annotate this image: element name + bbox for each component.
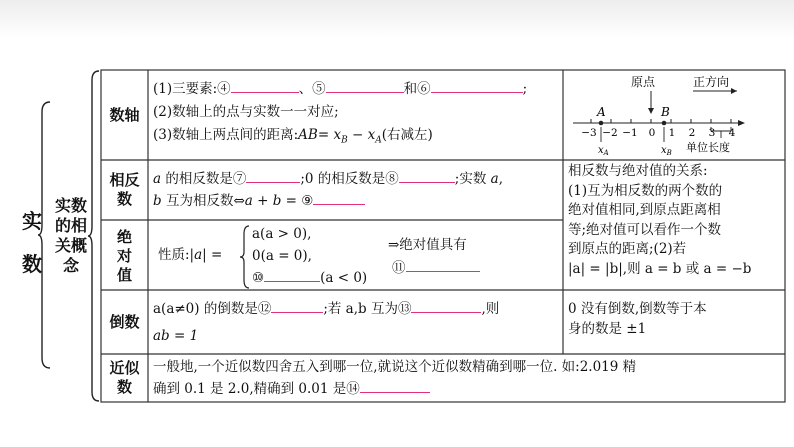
blank-9[interactable] [313, 190, 365, 205]
op-l2-c: a [244, 193, 253, 209]
blank-5[interactable] [326, 78, 404, 93]
blank-12[interactable] [271, 298, 323, 313]
op-l1-f: , [498, 171, 503, 187]
tick-label-3: 3 [708, 127, 716, 139]
side-note-line-1: 相反数与绝对值的关系: [568, 163, 708, 179]
op-l1-c: ;0 的相反数是⑧ [300, 171, 399, 187]
approx-l2-text: 确到 0.1 是 2.0,精确到 0.01 是⑭ [153, 381, 360, 397]
nl-l1-b: 、⑤ [298, 81, 326, 97]
side-note-line-3: 绝对值相同,到原点距离相 [568, 202, 721, 218]
number-line-diagram [565, 72, 783, 158]
abs-label-2: 对 [116, 247, 132, 265]
op-l1-e: a [490, 171, 499, 187]
tick-label-2: 2 [688, 127, 696, 139]
label-shi: 实 [22, 209, 42, 233]
nl-l3-c-sub: B [341, 135, 348, 146]
tick-labels [581, 127, 735, 139]
abs-case-2: 0(a = 0), [252, 248, 312, 264]
nl-l3-a: (3)数轴上两点间的距离: [153, 127, 299, 143]
row-label-opposite [101, 171, 148, 209]
op-l2-a: b [153, 193, 162, 209]
tick-label-1: 1 [668, 127, 676, 139]
unit-length-label: 单位长度 [686, 141, 730, 154]
abs-prop-var: a [194, 247, 203, 263]
row-label-numberline: 数轴 [109, 106, 140, 124]
approx-label-1: 近似 [109, 359, 140, 377]
nl-l3-e: (右减左) [381, 127, 433, 143]
opposite-label-2: 数 [116, 190, 132, 208]
positive-direction-label: 正方向 [693, 75, 730, 89]
tick-label-4: 4 [728, 127, 736, 139]
tick-label-m3: −3 [581, 127, 597, 139]
blank-6[interactable] [431, 78, 523, 93]
point-b [662, 121, 667, 126]
op-l1-a: a [153, 171, 162, 187]
label-mid-1: 实数 [54, 196, 87, 215]
op-l1-b: 的相反数是⑦ [161, 171, 247, 187]
numberline-line2: (2)数轴上的点与实数一一对应; [153, 104, 339, 120]
tick-label-0: 0 [648, 127, 656, 139]
label-mid-4: 念 [62, 256, 79, 275]
nl-l1-d: ; [522, 81, 528, 97]
opposite-line2 [153, 190, 365, 212]
op-l2-b: 互为相反数⇔ [161, 193, 245, 209]
abs-case-1: a(a > 0), [252, 226, 312, 242]
nl-l3-d-sub: A [375, 135, 382, 146]
abs-label-3: 值 [116, 266, 132, 284]
numberline-line1 [153, 78, 527, 100]
row-label-reciprocal: 倒数 [109, 313, 140, 331]
positive-direction-arrowhead [731, 88, 737, 94]
label-mid-2: 的相 [54, 216, 87, 235]
side-note-line-6: |a| = |b|,则 a = b 或 a = −b [568, 260, 752, 277]
nl-l1-c: 和⑥ [403, 81, 431, 97]
nl-l3-c: = x [317, 127, 342, 143]
reciprocal-line1 [153, 298, 499, 320]
tick-label-m2: −2 [602, 127, 618, 139]
abs-prop-end: | = [202, 247, 223, 263]
blank-14[interactable] [360, 378, 430, 393]
row-label-absolute [101, 228, 148, 285]
abs-arrow-text: ⇒绝对值具有 [388, 237, 467, 253]
label-mid-3: 关概 [54, 236, 87, 255]
side-note-line-5: 到原点的距离;(2)若 [568, 241, 687, 257]
xb-label: $x_B$ [661, 145, 672, 157]
op-l2-e: b [272, 193, 282, 209]
side-note-line-2: (1)互为相反数的两个数的 [568, 182, 723, 199]
op-l2-d: + [252, 193, 273, 209]
opposite-label-1: 相反 [109, 171, 140, 189]
blank-10[interactable] [264, 267, 320, 282]
approx-line1: 一般地,一个近似数四舍五入到哪一位,就说这个近似数精确到哪一位. 如:2.019 精 [153, 359, 637, 375]
row-label-approx [101, 359, 148, 397]
abs-property [158, 244, 222, 266]
blank-8[interactable] [399, 168, 455, 183]
op-l2-f: = ⑨ [281, 193, 314, 209]
nl-l3-d: − x [347, 127, 376, 143]
nl-l1-a: (1)三要素:④ [153, 81, 231, 97]
side-note-rc-1: 0 没有倒数,倒数等于本 [568, 301, 707, 317]
abs-item-11 [392, 257, 480, 279]
abs-label-1: 绝 [116, 228, 132, 246]
numberline-line3 [153, 124, 433, 152]
abs-prop-a: 性质:| [158, 247, 195, 263]
opposite-line1 [153, 168, 503, 190]
abs-item11-num: ⑪ [392, 260, 406, 276]
side-note-reciprocal [568, 300, 782, 339]
approx-label-2: 数 [116, 378, 132, 396]
tick-label-m1: −1 [622, 127, 638, 139]
blank-13[interactable] [411, 298, 481, 313]
label-shu: 数 [22, 252, 42, 276]
point-b-label: B [661, 105, 670, 119]
side-note-rc-2: 身的数是 ±1 [568, 320, 647, 337]
origin-pointer-head [648, 108, 654, 114]
blank-11[interactable] [406, 257, 480, 272]
origin-label: 原点 [631, 75, 656, 89]
reciprocal-line2: ab = 1 [153, 328, 199, 344]
blank-4[interactable] [231, 78, 299, 93]
abs-case-3 [252, 267, 367, 289]
blank-7[interactable] [246, 168, 300, 183]
abs-case3-cond: (a < 0) [320, 270, 368, 286]
rc-l1-a: a(a≠0) 的倒数是⑫ [153, 301, 272, 317]
rc-l1-c: ,则 [481, 301, 500, 317]
abs-case3-num: ⑩ [252, 270, 265, 286]
abs-cases-brace [239, 224, 251, 290]
nl-l3-b: AB [298, 127, 318, 143]
side-note-opposite-abs [568, 162, 782, 279]
rc-l1-b: ;若 a,b 互为⑬ [323, 301, 412, 317]
point-a-label: A [597, 105, 606, 119]
point-a [599, 121, 604, 126]
op-l1-d: ;实数 [454, 171, 491, 187]
axis-arrowhead [738, 120, 745, 126]
axis-ticks [591, 119, 731, 123]
xa-label: $x_A$ [598, 145, 609, 157]
side-note-line-4: 等;绝对值可以看作一个数 [568, 221, 722, 238]
approx-line2 [153, 378, 430, 400]
